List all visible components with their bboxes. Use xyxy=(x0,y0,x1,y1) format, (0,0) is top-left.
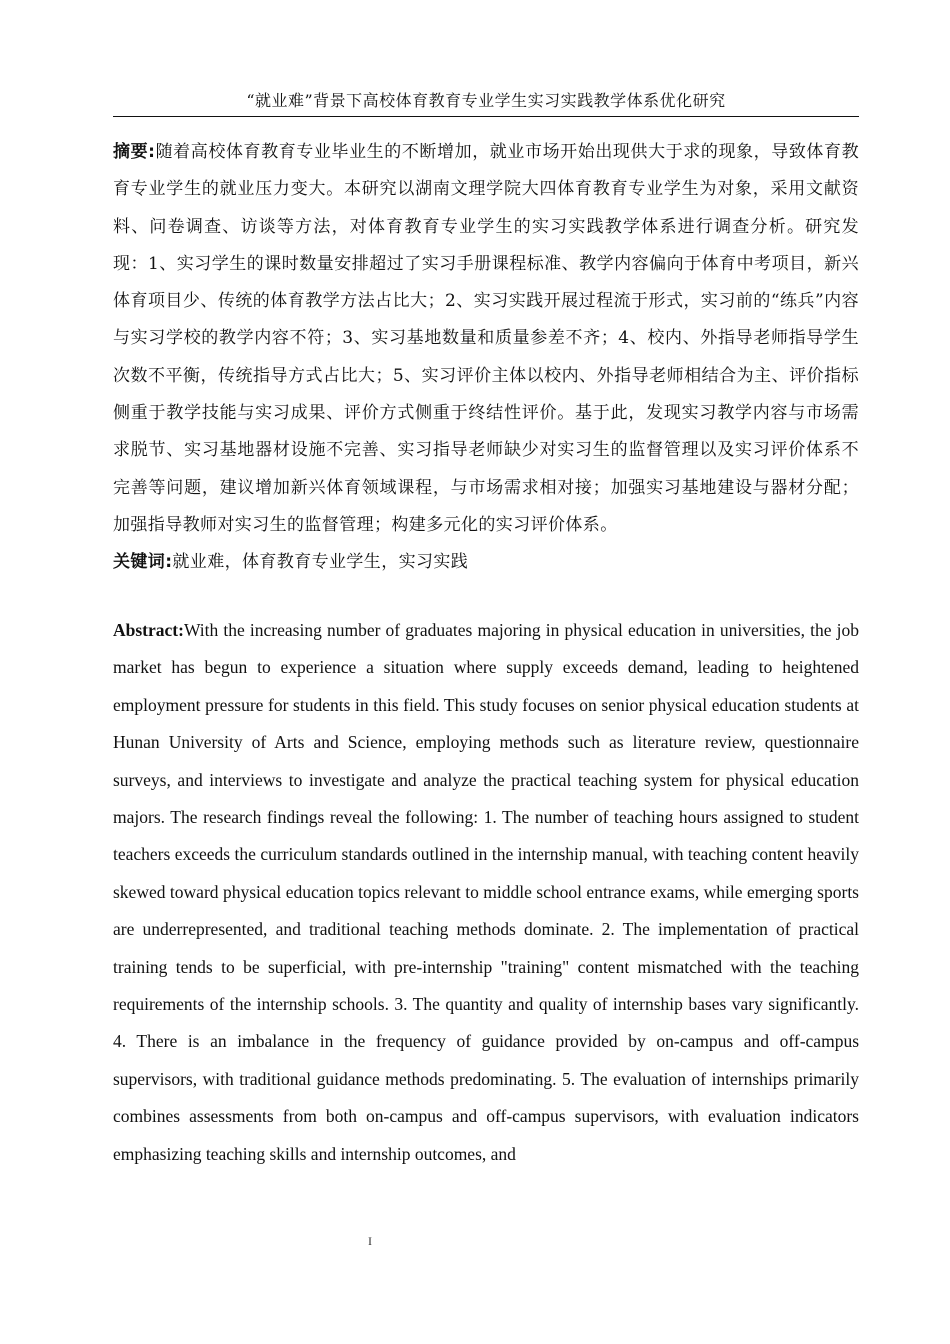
running-header: “就业难”背景下高校体育教育专业学生实习实践教学体系优化研究 xyxy=(246,91,726,110)
chinese-abstract-label: 摘要: xyxy=(113,142,156,162)
chinese-abstract-section xyxy=(113,134,859,582)
english-abstract-text: With the increasing number of graduates majoring in physical education in universities, the job market has begun to experience a situation where supply exceeds demand, leading to heightened employment pressure for students in this field. This study focuses on senior physical education students at Hunan University of Arts and Science, employing methods such as literature review, questionnaire surveys, and interviews to investigate and analyze the practical teaching system for physical education majors. The research findings reveal the following: 1. The number of teaching hours assigned to student teachers exceeds the curriculum standards outlined in the internship manual, with teaching content heavily skewed toward physical education topics relevant to middle school entrance exams, while emerging sports are underrepresented, and traditional teaching methods dominate. 2. The implementation of practical training tends to be superficial, with pre-internship "training" content mismatched with the teaching requirements of the internship schools. 3. The quantity and quality of internship bases vary significantly. 4. There is an imbalance in the frequency of guidance provided by on-campus and off-campus supervisors, with traditional guidance methods predominating. 5. The evaluation of internships primarily combines assessments from both on-campus and off-campus supervisors, with evaluation indicators emphasizing teaching skills and internship outcomes, and xyxy=(113,620,859,1164)
chinese-abstract-text: 随着高校体育教育专业毕业生的不断增加，就业市场开始出现供大于求的现象，导致体育教育专业学生的就业压力变大。本研究以湖南文理学院大四体育教育专业学生为对象，采用文献资料、问卷调查、访谈等方法，对体育教育专业学生的实习实践教学体系进行调查分析。研究发现：1、实习学生的课时数量安排超过了实习手册课程标准、教学内容偏向于体育中考项目，新兴体育项目少、传统的体育教学方法占比大；2、实习实践开展过程流于形式，实习前的“练兵”内容与实习学校的教学内容不符；3、实习基地数量和质量参差不齐；4、校内、外指导老师指导学生次数不平衡，传统指导方式占比大；5、实习评价主体以校内、外指导老师相结合为主、评价指标侧重于教学技能与实习成果、评价方式侧重于终结性评价。基于此，发现实习教学内容与市场需求脱节、实习基地器材设施不完善、实习指导老师缺少对实习生的监督管理以及实习评价体系不完善等问题，建议增加新兴体育领域课程，与市场需求相对接；加强实习基地建设与器材分配；加强指导教师对实习生的监督管理；构建多元化的实习评价体系。 xyxy=(113,142,860,535)
chinese-keywords-text: 就业难，体育教育专业学生，实习实践 xyxy=(172,552,469,573)
header-divider xyxy=(113,116,859,117)
chinese-keywords-label: 关键词: xyxy=(113,552,173,573)
english-abstract-label: Abstract: xyxy=(113,620,184,640)
english-abstract-section xyxy=(113,612,859,1173)
english-abstract-paragraph xyxy=(113,612,859,1173)
page-number: I xyxy=(368,1234,372,1248)
chinese-keywords-paragraph xyxy=(113,544,859,581)
chinese-abstract-paragraph xyxy=(113,134,859,544)
